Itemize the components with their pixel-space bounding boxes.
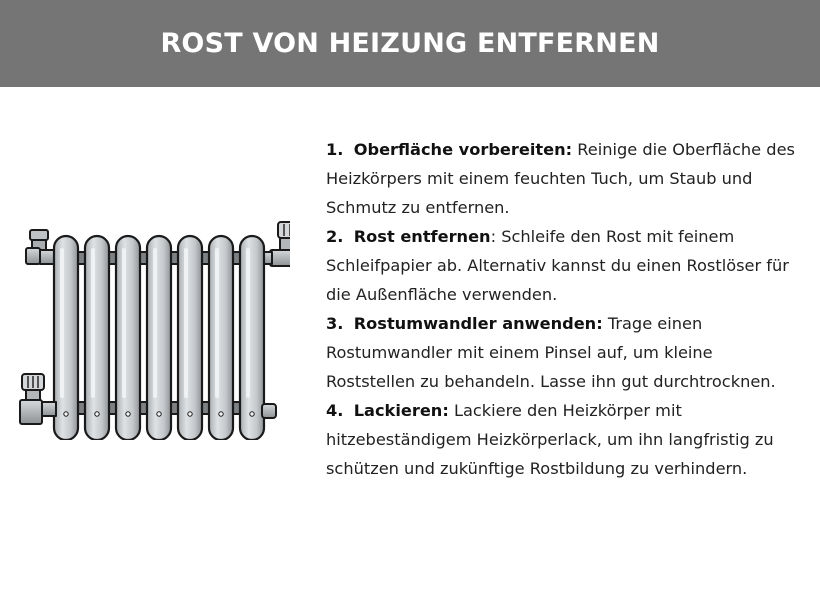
step-title: Lackieren:	[353, 401, 449, 420]
page-header	[0, 0, 820, 87]
list-item	[326, 396, 806, 483]
step-text: Reinige die Oberfläche des Heizkörpers mit einem feuchten Tuch, um Staub und Schmutz zu entfernen.	[326, 140, 795, 217]
step-text: Trage einen Rostumwandler mit einem Pinsel auf, um kleine Roststellen zu behandeln. Lasse ihn gut durchtrocknen.	[326, 314, 776, 391]
list-item	[326, 309, 806, 396]
radiator-icon	[18, 214, 290, 440]
list-item	[326, 135, 806, 222]
step-title: Rost entfernen	[353, 227, 491, 246]
step-text: Lackiere den Heizkörper mit hitzebeständigem Heizkörperlack, um ihn langfristig zu schützen und zukünftige Rostbildung zu verhindern.	[326, 401, 774, 478]
page-title: ROST VON HEIZUNG ENTFERNEN	[160, 28, 660, 59]
step-number: 1.	[326, 140, 344, 159]
step-number: 4.	[326, 401, 344, 420]
step-number: 3.	[326, 314, 344, 333]
step-title: Rostumwandler anwenden:	[353, 314, 603, 333]
instruction-list	[326, 135, 806, 483]
step-text: : Schleife den Rost mit feinem Schleifpapier ab. Alternativ kannst du einen Rostlöser für die Außenfläche verwenden.	[326, 227, 789, 304]
step-title: Oberfläche vorbereiten:	[353, 140, 573, 159]
step-number: 2.	[326, 227, 344, 246]
list-item	[326, 222, 806, 309]
